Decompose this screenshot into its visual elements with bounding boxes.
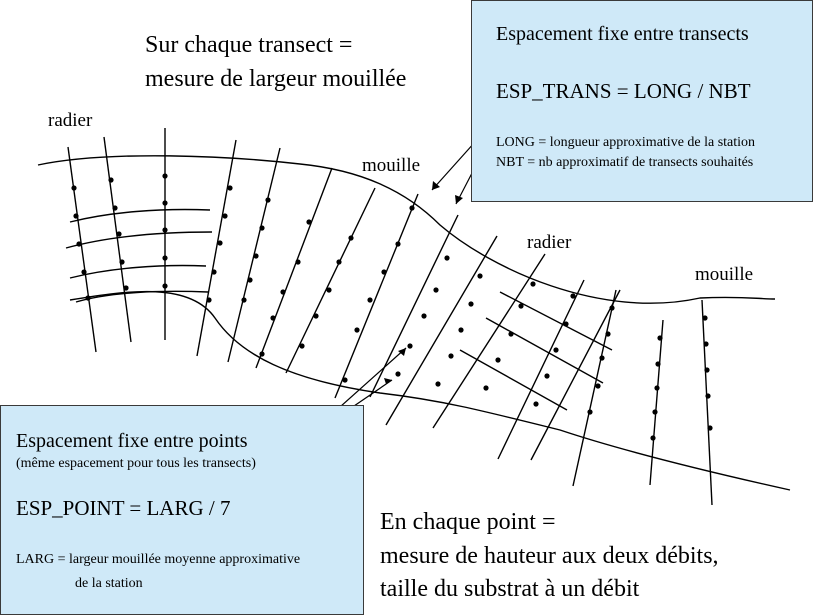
point-box-note-larg-2: de la station <box>75 576 143 591</box>
point-box-note-larg-1: LARG = largeur mouillée moyenne approximative <box>16 552 301 567</box>
transect <box>68 147 96 352</box>
point-box-formula: ESP_POINT = LARG / 7 <box>16 496 231 520</box>
label-mouille-right: mouille <box>695 264 754 285</box>
transect <box>650 320 663 485</box>
headline-line-2: mesure de largeur mouillée <box>145 66 407 92</box>
transect <box>702 300 712 505</box>
bottom-text-line-3: taille du substrat à un débit <box>380 576 640 602</box>
transect <box>370 215 458 397</box>
label-radier-right: radier <box>527 232 572 253</box>
transect-box-note-nbt: NBT = nb approximatif de transects souhaités <box>496 155 754 170</box>
transect-box-formula: ESP_TRANS = LONG / NBT <box>496 79 751 103</box>
arrow-line <box>432 142 475 190</box>
transect <box>573 290 616 486</box>
label-mouille-center: mouille <box>362 155 421 176</box>
bottom-text-line-2: mesure de hauteur aux deux débits, <box>380 543 719 569</box>
transect <box>335 194 418 398</box>
measurement-points <box>71 173 712 440</box>
point-box-title: Espacement fixe entre points <box>16 430 248 452</box>
transect-box-title: Espacement fixe entre transects <box>496 23 749 45</box>
bottom-text-line-1: En chaque point = <box>380 509 556 535</box>
transect <box>286 188 375 373</box>
point-spacing-box <box>0 405 364 615</box>
label-radier-left: radier <box>48 110 93 131</box>
transect-box-note-long: LONG = longueur approximative de la station <box>496 135 756 150</box>
headline-line-1: Sur chaque transect = <box>145 32 353 58</box>
transect <box>197 140 236 356</box>
transect-spacing-box <box>471 0 813 202</box>
point-box-subtitle: (même espacement pour tous les transects) <box>16 456 256 471</box>
